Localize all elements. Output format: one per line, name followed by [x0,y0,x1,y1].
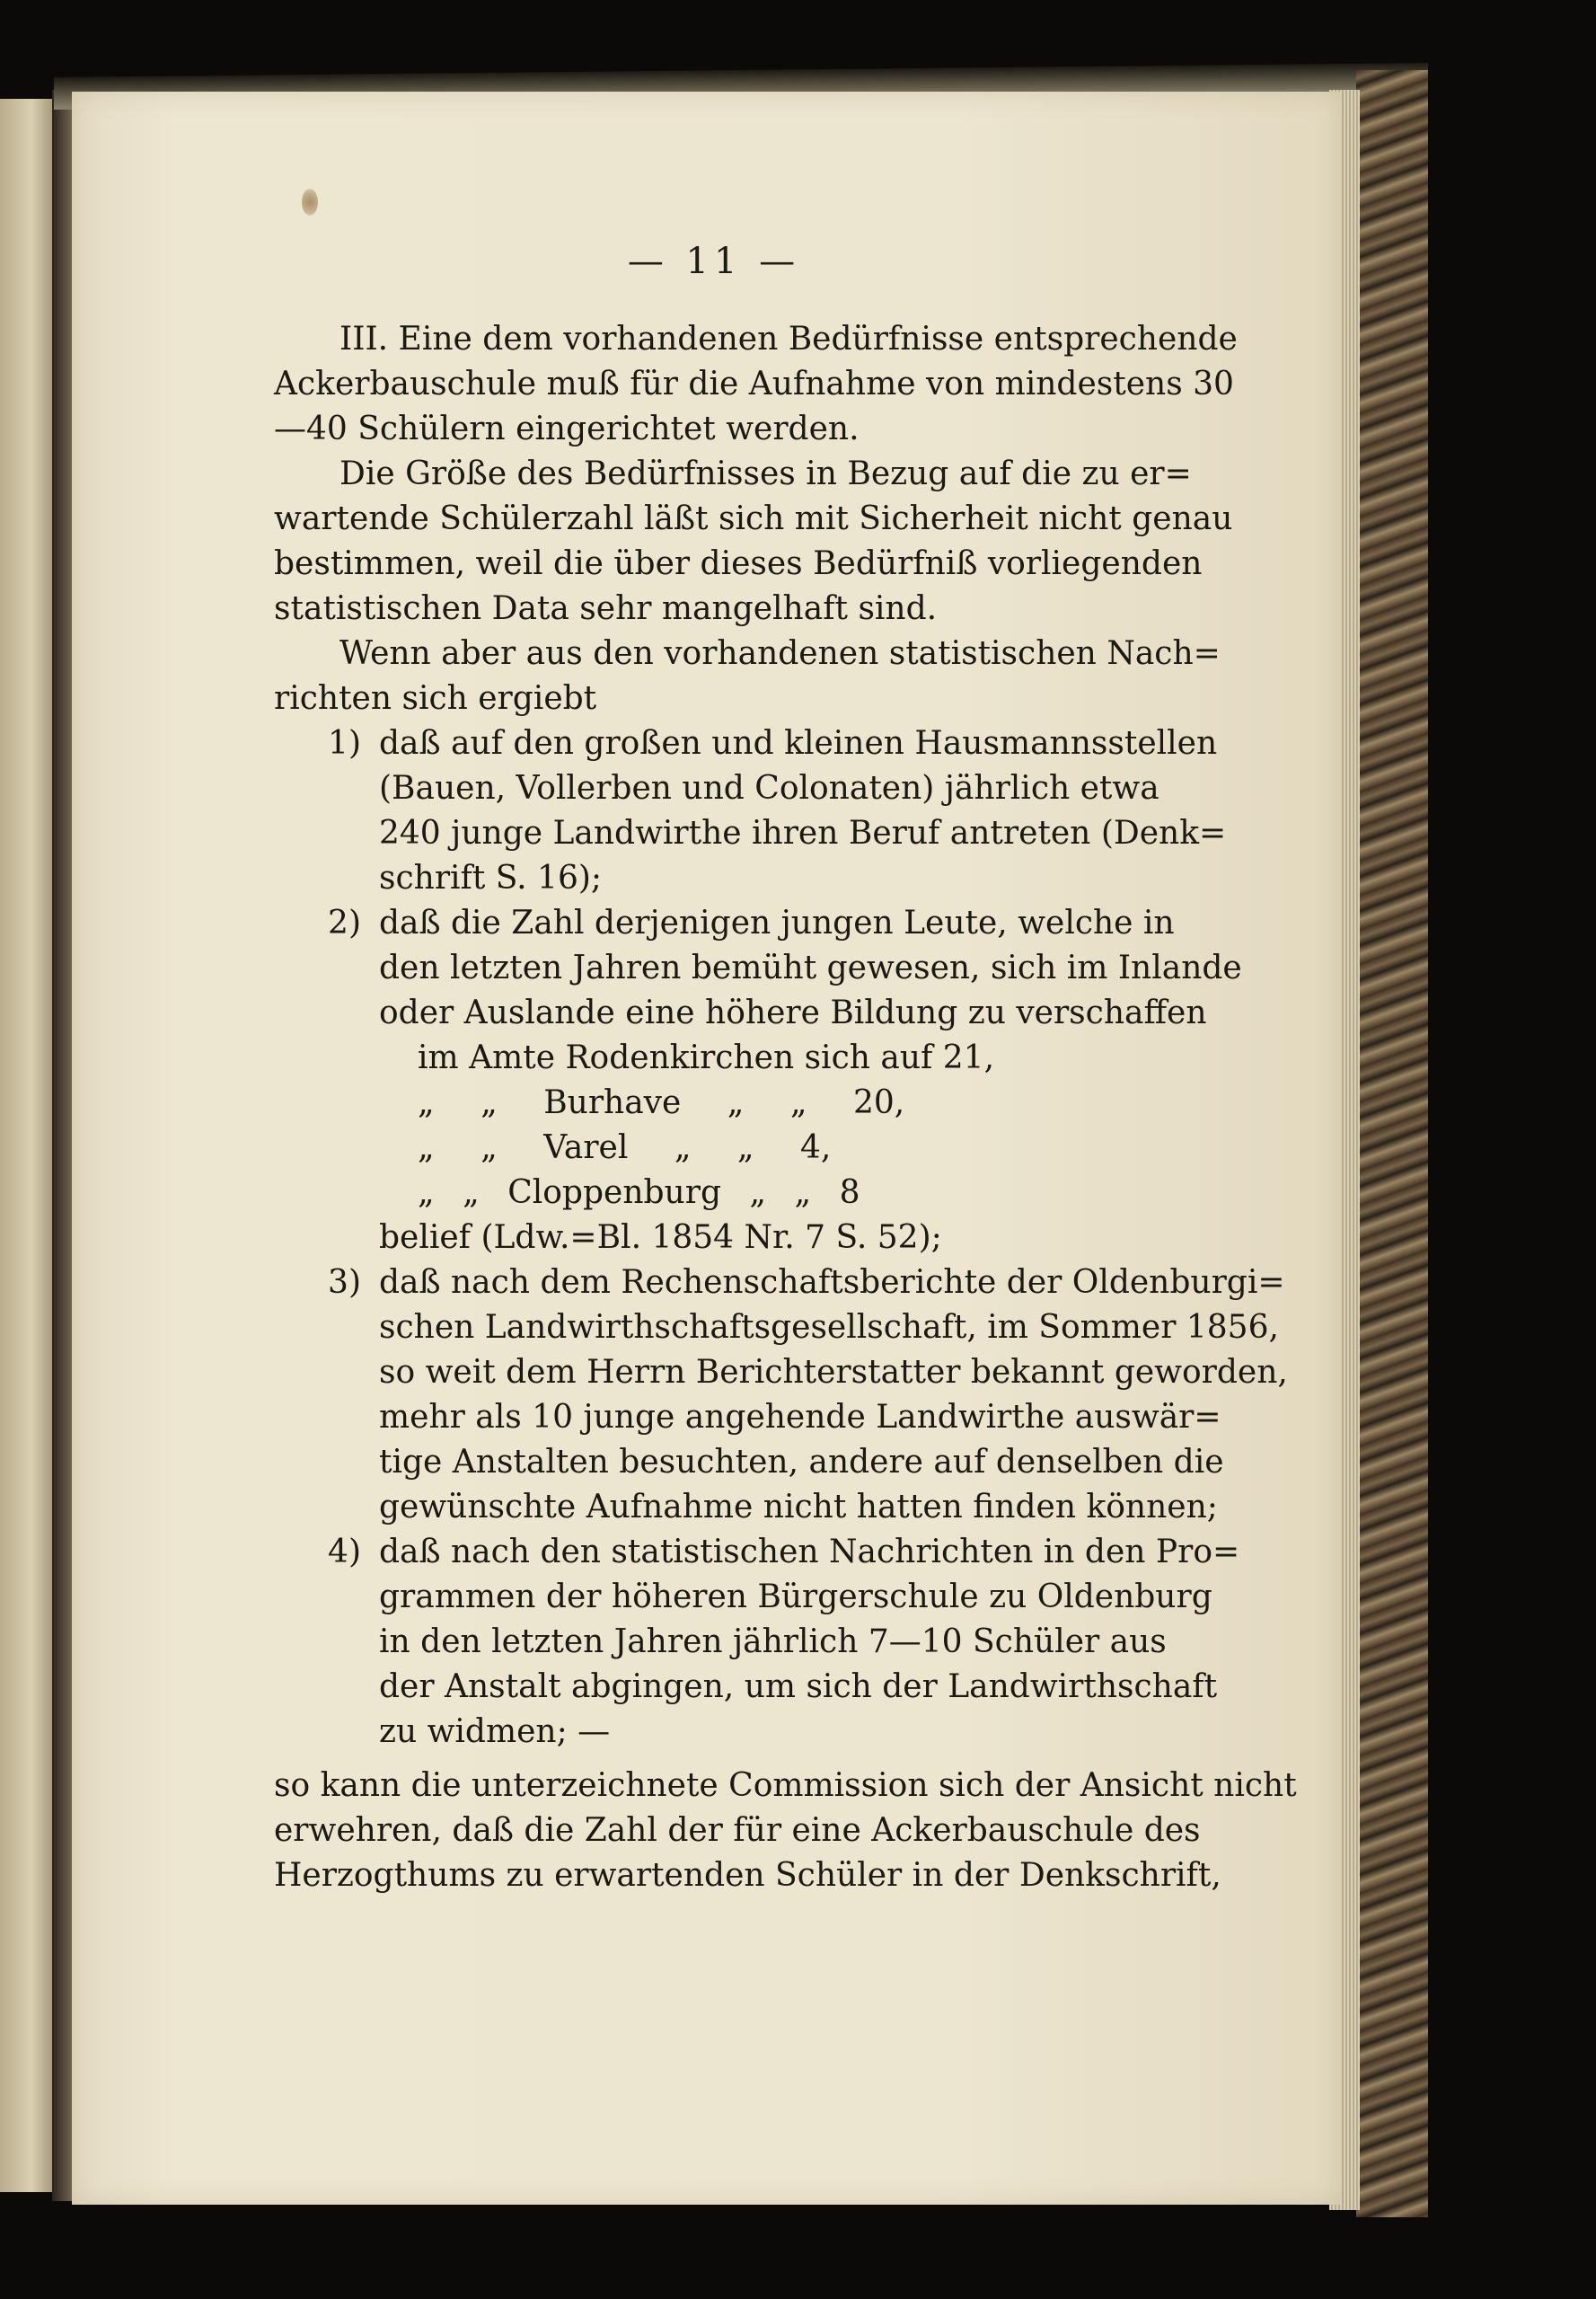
text-line: daß nach dem Rechenschaftsberichte der Oldenburgi= [379,1264,1285,1301]
text-line: in den letzten Jahren jährlich 7—10 Schüler aus [379,1623,1167,1660]
text-line: so kann die unterzeichnete Commission sich der Ansicht nicht [274,1767,1297,1804]
text-line: gewünschte Aufnahme nicht hatten finden können; [379,1489,1218,1525]
paper-stain [302,189,318,216]
text-line: —40 Schülern eingerichtet werden. [274,411,860,447]
text-line: richten sich ergiebt [274,680,597,717]
text-line: daß nach den statistischen Nachrichten in den Pro= [379,1534,1240,1570]
text-line: den letzten Jahren bemüht gewesen, sich im Inlande [379,950,1242,986]
text-line: „ „ Burhave „ „ 20, [418,1084,905,1121]
text-line: zu widmen; — [379,1713,611,1750]
gutter-shadow [52,90,72,2201]
text-line: daß die Zahl derjenigen jungen Leute, welche in [379,905,1175,942]
text-line: daß auf den großen und kleinen Hausmannsstellen [379,725,1218,762]
text-line: der Anstalt abgingen, um sich der Landwirthschaft [379,1668,1218,1705]
item-number: 2) [328,905,361,942]
text-line: grammen der höheren Bürgerschule zu Oldenburg [379,1578,1212,1615]
text-line: belief (Ldw.=Bl. 1854 Nr. 7 S. 52); [379,1219,942,1256]
text-line: im Amte Rodenkirchen sich auf 21, [418,1039,995,1076]
text-line: Die Größe des Bedürfnisses in Bezug auf die zu er= [339,455,1192,492]
item-number: 4) [328,1534,361,1570]
text-line: mehr als 10 junge angehende Landwirthe auswär= [379,1399,1221,1436]
text-line: Ackerbauschule muß für die Aufnahme von mindestens 30 [274,366,1234,402]
text-line: statistischen Data sehr mangelhaft sind. [274,590,938,627]
text-line: tige Anstalten besuchten, andere auf denselben die [379,1444,1224,1481]
text-line: (Bauen, Vollerben und Colonaten) jährlich etwa [379,770,1160,807]
text-line: so weit dem Herrn Berichterstatter bekannt geworden, [379,1354,1288,1391]
text-line: erwehren, daß die Zahl der für eine Ackerbauschule des [274,1812,1201,1849]
item-number: 3) [328,1264,361,1301]
item-number: 1) [328,725,361,762]
text-line: „ „ Varel „ „ 4, [418,1129,832,1166]
text-line: schrift S. 16); [379,860,603,897]
text-line: „ „ Cloppenburg „ „ 8 [418,1174,860,1211]
text-line: oder Auslande eine höhere Bildung zu verschaffen [379,995,1207,1031]
text-line: III. Eine dem vorhandenen Bedürfnisse entsprechende [339,321,1238,358]
marbled-cover-edge [1356,70,1428,2217]
text-line: bestimmen, weil die über dieses Bedürfniß vorliegenden [274,545,1203,582]
text-line: Herzogthums zu erwartenden Schüler in der Denkschrift, [274,1857,1221,1894]
left-page-edge [0,99,52,2192]
page-number: — 11 — [627,241,801,282]
text-line: schen Landwirthschaftsgesellschaft, im Sommer 1856, [379,1309,1279,1346]
text-line: 240 junge Landwirthe ihren Beruf antreten (Denk= [379,815,1227,852]
text-line: Wenn aber aus den vorhandenen statistischen Nach= [339,635,1221,672]
text-line: wartende Schülerzahl läßt sich mit Sicherheit nicht genau [274,500,1233,537]
